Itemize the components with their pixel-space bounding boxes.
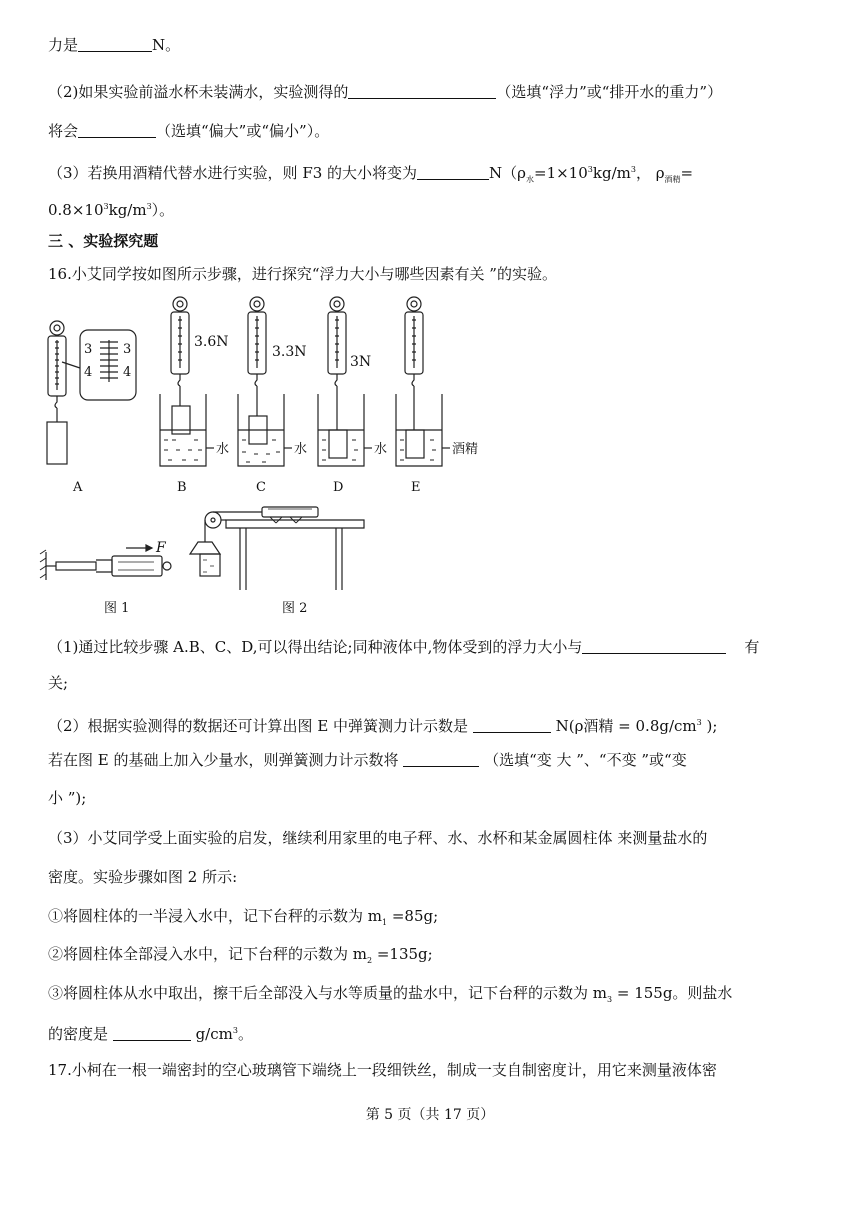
step-3: ③将圆柱体从水中取出，擦干后全部没入与水等质量的盐水中，记下台秤的示数为 $m_3 = 155g$。则盐水 <box>48 984 733 1004</box>
reading-label: 3N <box>350 354 372 370</box>
answer-blank[interactable] <box>78 37 152 52</box>
answer-blank[interactable] <box>582 639 726 654</box>
step-label: A <box>73 480 83 495</box>
text-line-p1: （1)通过比较步骤 A.B、C、D,可以得出结论;同种液体中,物体受到的浮力大小与 有 <box>48 638 760 656</box>
answer-blank[interactable] <box>403 752 479 767</box>
step-c-apparatus <box>238 297 292 466</box>
scale-mark: 4 <box>123 365 132 380</box>
answer-blank[interactable] <box>417 165 489 180</box>
text-line-p1-cont: 关; <box>48 674 69 692</box>
answer-blank[interactable] <box>348 84 496 99</box>
liquid-label: 水 <box>374 442 388 457</box>
step-label: D <box>333 480 344 495</box>
step-b-apparatus <box>160 297 214 466</box>
text-line-p3: 若在图 E 的基础上加入少量水，则弹簧测力计示数将 （选填“变 大 ”、“不变 ”或“变 <box>48 751 687 769</box>
step-1: ①将圆柱体的一半浸入水中，记下台秤的示数为 $m_1 =85g$; <box>48 907 439 927</box>
reading-label: 3.6N <box>194 334 229 350</box>
liquid-label: 酒精 <box>452 442 479 457</box>
text-line-5: $0.8\times 10^3kg/m^3$）。 <box>48 201 175 219</box>
step-2: ②将圆柱体全部浸入水中，记下台秤的示数为 $m_2 =135g$; <box>48 945 433 965</box>
page-footer: 第 5 页（共 17 页） <box>365 1107 495 1123</box>
answer-blank[interactable] <box>113 1026 191 1041</box>
text-line-p2: （2）根据实验测得的数据还可计算出图 E 中弹簧测力计示数是 N(ρ酒精 = $0.8g/cm^3$ ); <box>48 717 718 735</box>
step-d-apparatus <box>318 297 372 466</box>
text-line-2: （2)如果实验前溢水杯未装满水，实验测得的 （选填“浮力”或“排开水的重力”） <box>48 83 723 101</box>
figure-1-syringe <box>40 545 171 580</box>
reading-label: 3.3N <box>272 344 307 360</box>
step-e-apparatus <box>396 297 450 466</box>
step-label: B <box>177 480 187 495</box>
answer-blank[interactable] <box>78 123 156 138</box>
liquid-label: 水 <box>216 442 230 457</box>
liquid-label: 水 <box>294 442 308 457</box>
experiment-figure <box>0 290 860 635</box>
step-3-cont: 的密度是 $g/cm^3$。 <box>48 1025 253 1043</box>
section-heading: 三 、实验探究题 <box>48 232 159 250</box>
force-label: F <box>156 540 166 556</box>
figure-2-caption: 图 2 <box>282 601 308 616</box>
answer-blank[interactable] <box>473 718 551 733</box>
figure-1-caption: 图 1 <box>104 601 130 616</box>
text-line-p4: 小 ”); <box>48 789 87 807</box>
step-label: E <box>411 480 421 495</box>
text-line-3: 将会 （选填“偏大”或“偏小”）。 <box>48 122 330 140</box>
text-line-1: 力是 N。 <box>48 36 181 54</box>
figure-2-apparatus <box>190 507 364 590</box>
scale-mark: 4 <box>84 365 93 380</box>
scale-mark: 3 <box>84 342 93 357</box>
question-16: 16.小艾同学按如图所示步骤，进行探究“浮力大小与哪些因素有关 ”的实验。 <box>48 265 557 283</box>
scale-mark: 3 <box>123 342 132 357</box>
text-line-p5: （3）小艾同学受上面实验的启发，继续利用家里的电子秤、水、水杯和某金属圆柱体 来测量盐水的 <box>48 829 708 847</box>
question-17: 17.小柯在一根一端密封的空心玻璃管下端绕上一段细铁丝，制成一支自制密度计，用它来测量液体密 <box>48 1061 717 1079</box>
step-label: C <box>256 480 266 495</box>
text-line-p6: 密度。实验步骤如图 2 所示: <box>48 868 238 886</box>
text-line-4: （3）若换用酒精代替水进行实验，则 F3 的大小将变为 $N(\rho_水=1\times 10^3kg/m^3$， $\rho_{酒精}=$ <box>48 164 694 184</box>
